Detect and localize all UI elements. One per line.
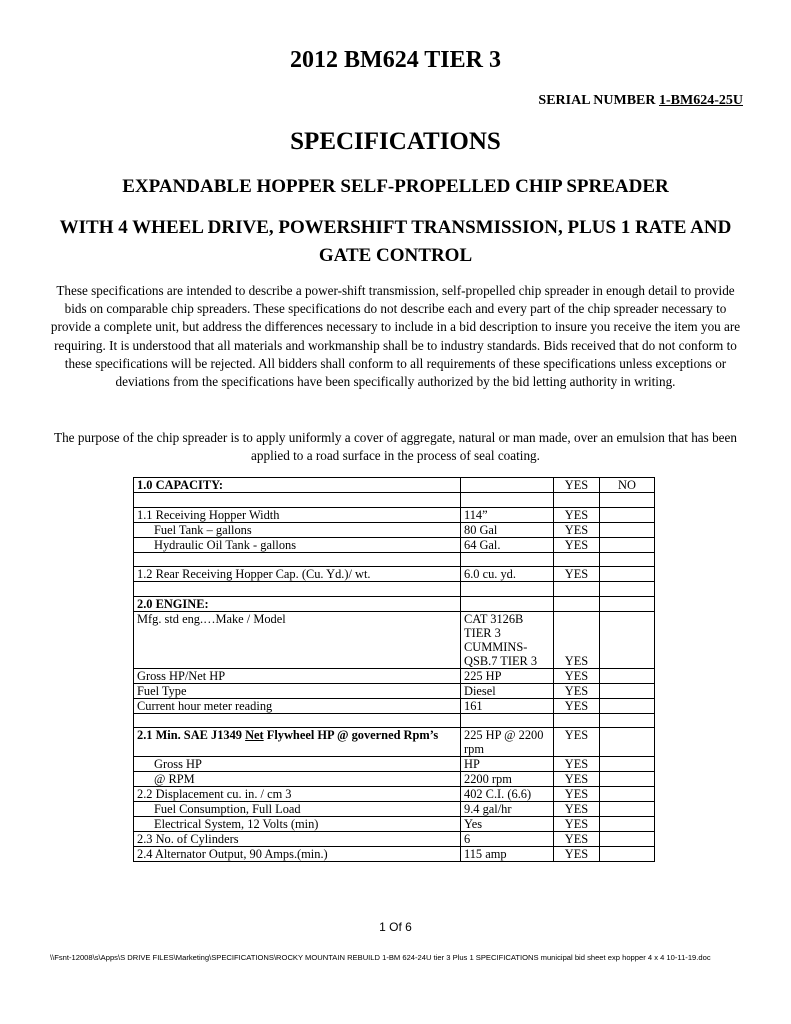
spec-value-cell: [461, 478, 554, 493]
table-row: [134, 728, 655, 757]
spec-value-cell: 161: [461, 698, 554, 713]
spec-yes-cell: YES: [554, 537, 600, 552]
table-row: [134, 567, 655, 582]
spec-yes-cell: YES: [554, 668, 600, 683]
spec-yes-cell: YES: [554, 832, 600, 847]
table-row: [134, 817, 655, 832]
spec-item-cell: [134, 552, 461, 567]
spec-no-cell: [600, 611, 655, 668]
spec-item-cell: Gross HP/Net HP: [134, 668, 461, 683]
spec-no-cell: [600, 698, 655, 713]
spec-no-cell: [600, 552, 655, 567]
spec-no-cell: [600, 817, 655, 832]
spec-item-cell: Mfg. std eng.…Make / Model: [134, 611, 461, 668]
spec-no-cell: [600, 802, 655, 817]
spec-value-cell: [461, 713, 554, 728]
spec-value-cell: 80 Gal: [461, 522, 554, 537]
table-row: [134, 802, 655, 817]
serial-number: [538, 93, 743, 109]
spec-no-cell: [600, 668, 655, 683]
spec-value-cell: 64 Gal.: [461, 537, 554, 552]
spec-no-cell: [600, 567, 655, 582]
spec-value-cell: 402 C.I. (6.6): [461, 787, 554, 802]
table-row: [134, 478, 655, 493]
spec-yes-cell: YES: [554, 611, 600, 668]
spec-yes-cell: YES: [554, 698, 600, 713]
table-row: [134, 507, 655, 522]
spec-yes-cell: YES: [554, 772, 600, 787]
spec-no-cell: [600, 787, 655, 802]
spec-yes-cell: [554, 493, 600, 508]
spec-yes-cell: YES: [554, 478, 600, 493]
spec-value-cell: Yes: [461, 817, 554, 832]
table-row: [134, 787, 655, 802]
spec-yes-cell: YES: [554, 817, 600, 832]
spec-item-cell: 2.4 Alternator Output, 90 Amps.(min.): [134, 847, 461, 862]
spec-value-cell: HP: [461, 757, 554, 772]
spec-yes-cell: YES: [554, 567, 600, 582]
table-row: [134, 683, 655, 698]
spec-value-cell: [461, 596, 554, 611]
spec-yes-cell: [554, 552, 600, 567]
spec-item-cell: Fuel Tank – gallons: [134, 522, 461, 537]
serial-label: SERIAL NUMBER: [538, 93, 659, 108]
spec-no-cell: [600, 728, 655, 757]
spec-no-cell: [600, 713, 655, 728]
table-row: [134, 611, 655, 668]
spec-no-cell: [600, 507, 655, 522]
spec-yes-cell: YES: [554, 802, 600, 817]
spec-yes-cell: [554, 713, 600, 728]
spec-table: [133, 477, 655, 862]
spec-item-cell: 2.2 Displacement cu. in. / cm 3: [134, 787, 461, 802]
document-title: 2012 BM624 TIER 3: [290, 47, 501, 73]
spec-item-cell: Fuel Type: [134, 683, 461, 698]
table-row: [134, 522, 655, 537]
spec-no-cell: [600, 537, 655, 552]
spec-value-cell: 9.4 gal/hr: [461, 802, 554, 817]
spec-yes-cell: YES: [554, 757, 600, 772]
spec-item-cell: 1.0 CAPACITY:: [134, 478, 461, 493]
table-row: [134, 832, 655, 847]
table-row: [134, 537, 655, 552]
spec-yes-cell: YES: [554, 522, 600, 537]
spec-no-cell: [600, 493, 655, 508]
spec-yes-cell: YES: [554, 728, 600, 757]
spec-item-cell: 1.2 Rear Receiving Hopper Cap. (Cu. Yd.)/ wt.: [134, 567, 461, 582]
spec-value-cell: 2200 rpm: [461, 772, 554, 787]
spec-no-cell: [600, 596, 655, 611]
spec-item-cell: 2.3 No. of Cylinders: [134, 832, 461, 847]
table-row: [134, 596, 655, 611]
spec-no-cell: [600, 847, 655, 862]
spec-item-cell: [134, 493, 461, 508]
spec-no-cell: [600, 832, 655, 847]
spec-value-cell: [461, 552, 554, 567]
spec-table-body: [134, 478, 655, 862]
spec-yes-cell: YES: [554, 847, 600, 862]
spec-no-cell: [600, 757, 655, 772]
spec-item-cell: [134, 713, 461, 728]
spec-yes-cell: YES: [554, 507, 600, 522]
spec-no-cell: [600, 772, 655, 787]
subtitle-2: WITH 4 WHEEL DRIVE, POWERSHIFT TRANSMISSION, PLUS 1 RATE AND GATE CONTROL: [59, 217, 732, 266]
spec-no-cell: [600, 683, 655, 698]
spec-value-cell: 114”: [461, 507, 554, 522]
spec-item-cell: Current hour meter reading: [134, 698, 461, 713]
table-row: [134, 582, 655, 597]
table-row: [134, 757, 655, 772]
net-emphasis: Net: [245, 728, 264, 742]
table-row: [134, 847, 655, 862]
table-row: [134, 493, 655, 508]
purpose-paragraph: The purpose of the chip spreader is to apply uniformly a cover of aggregate, natural or man made, over an emulsion that has been applied to a road surface in the process of seal coating.: [54, 430, 737, 464]
spec-value-cell: 6.0 cu. yd.: [461, 567, 554, 582]
spec-item-cell: @ RPM: [134, 772, 461, 787]
spec-no-cell: [600, 582, 655, 597]
spec-value-cell: Diesel: [461, 683, 554, 698]
specifications-heading: SPECIFICATIONS: [290, 128, 501, 155]
spec-item-cell: 2.1 Min. SAE J1349 Net Flywheel HP @ governed Rpm’s: [134, 728, 461, 757]
table-row: [134, 713, 655, 728]
table-row: [134, 668, 655, 683]
spec-value-cell: 115 amp: [461, 847, 554, 862]
spec-value-cell: 6: [461, 832, 554, 847]
file-path: \\Fsnt-12008\s\Apps\S DRIVE FILES\Marketing\SPECIFICATIONS\ROCKY MOUNTAIN REBUILD 1-BM 624-24U tier 3 Plus 1 SPECIFICATIONS municipal bid sheet exp hopper 4 x 4 10-11-19.doc: [50, 953, 711, 962]
spec-item-cell: Hydraulic Oil Tank - gallons: [134, 537, 461, 552]
spec-yes-cell: [554, 596, 600, 611]
spec-item-cell: Gross HP: [134, 757, 461, 772]
spec-value-cell: 225 HP: [461, 668, 554, 683]
spec-no-cell: NO: [600, 478, 655, 493]
spec-yes-cell: YES: [554, 787, 600, 802]
intro-paragraph: These specifications are intended to describe a power-shift transmission, self-propelled chip spreader in enough detail to provide bids on comparable chip spreaders. These specifications do not describe each and every part of the chip spreader necessary to provide a complete unit, but address the differences necessary to include in a bid description to insure you receive the item you are requiring. It is understood that all materials and workmanship shall be to industry standards. Bids received that do not conform to these specifications will be rejected. All bidders shall conform to all requirements of these specifications unless exceptions or deviations from the specifications have been specifically authorized by the bid letting authority in writing.: [50, 283, 741, 390]
spec-no-cell: [600, 522, 655, 537]
spec-item-cell: Electrical System, 12 Volts (min): [134, 817, 461, 832]
spec-value-cell: [461, 493, 554, 508]
spec-value-cell: CAT 3126B TIER 3 CUMMINS-QSB.7 TIER 3: [461, 611, 554, 668]
spec-value-cell: 225 HP @ 2200 rpm: [461, 728, 554, 757]
serial-value: 1-BM624-25U: [659, 93, 743, 108]
table-row: [134, 698, 655, 713]
subtitle: EXPANDABLE HOPPER SELF-PROPELLED CHIP SPREADER: [122, 176, 669, 197]
table-row: [134, 552, 655, 567]
spec-value-cell: [461, 582, 554, 597]
spec-item-cell: 1.1 Receiving Hopper Width: [134, 507, 461, 522]
table-row: [134, 772, 655, 787]
spec-item-cell: Fuel Consumption, Full Load: [134, 802, 461, 817]
spec-yes-cell: [554, 582, 600, 597]
spec-yes-cell: YES: [554, 683, 600, 698]
spec-item-cell: [134, 582, 461, 597]
spec-item-cell: 2.0 ENGINE:: [134, 596, 461, 611]
page-number: 1 Of 6: [379, 920, 412, 934]
